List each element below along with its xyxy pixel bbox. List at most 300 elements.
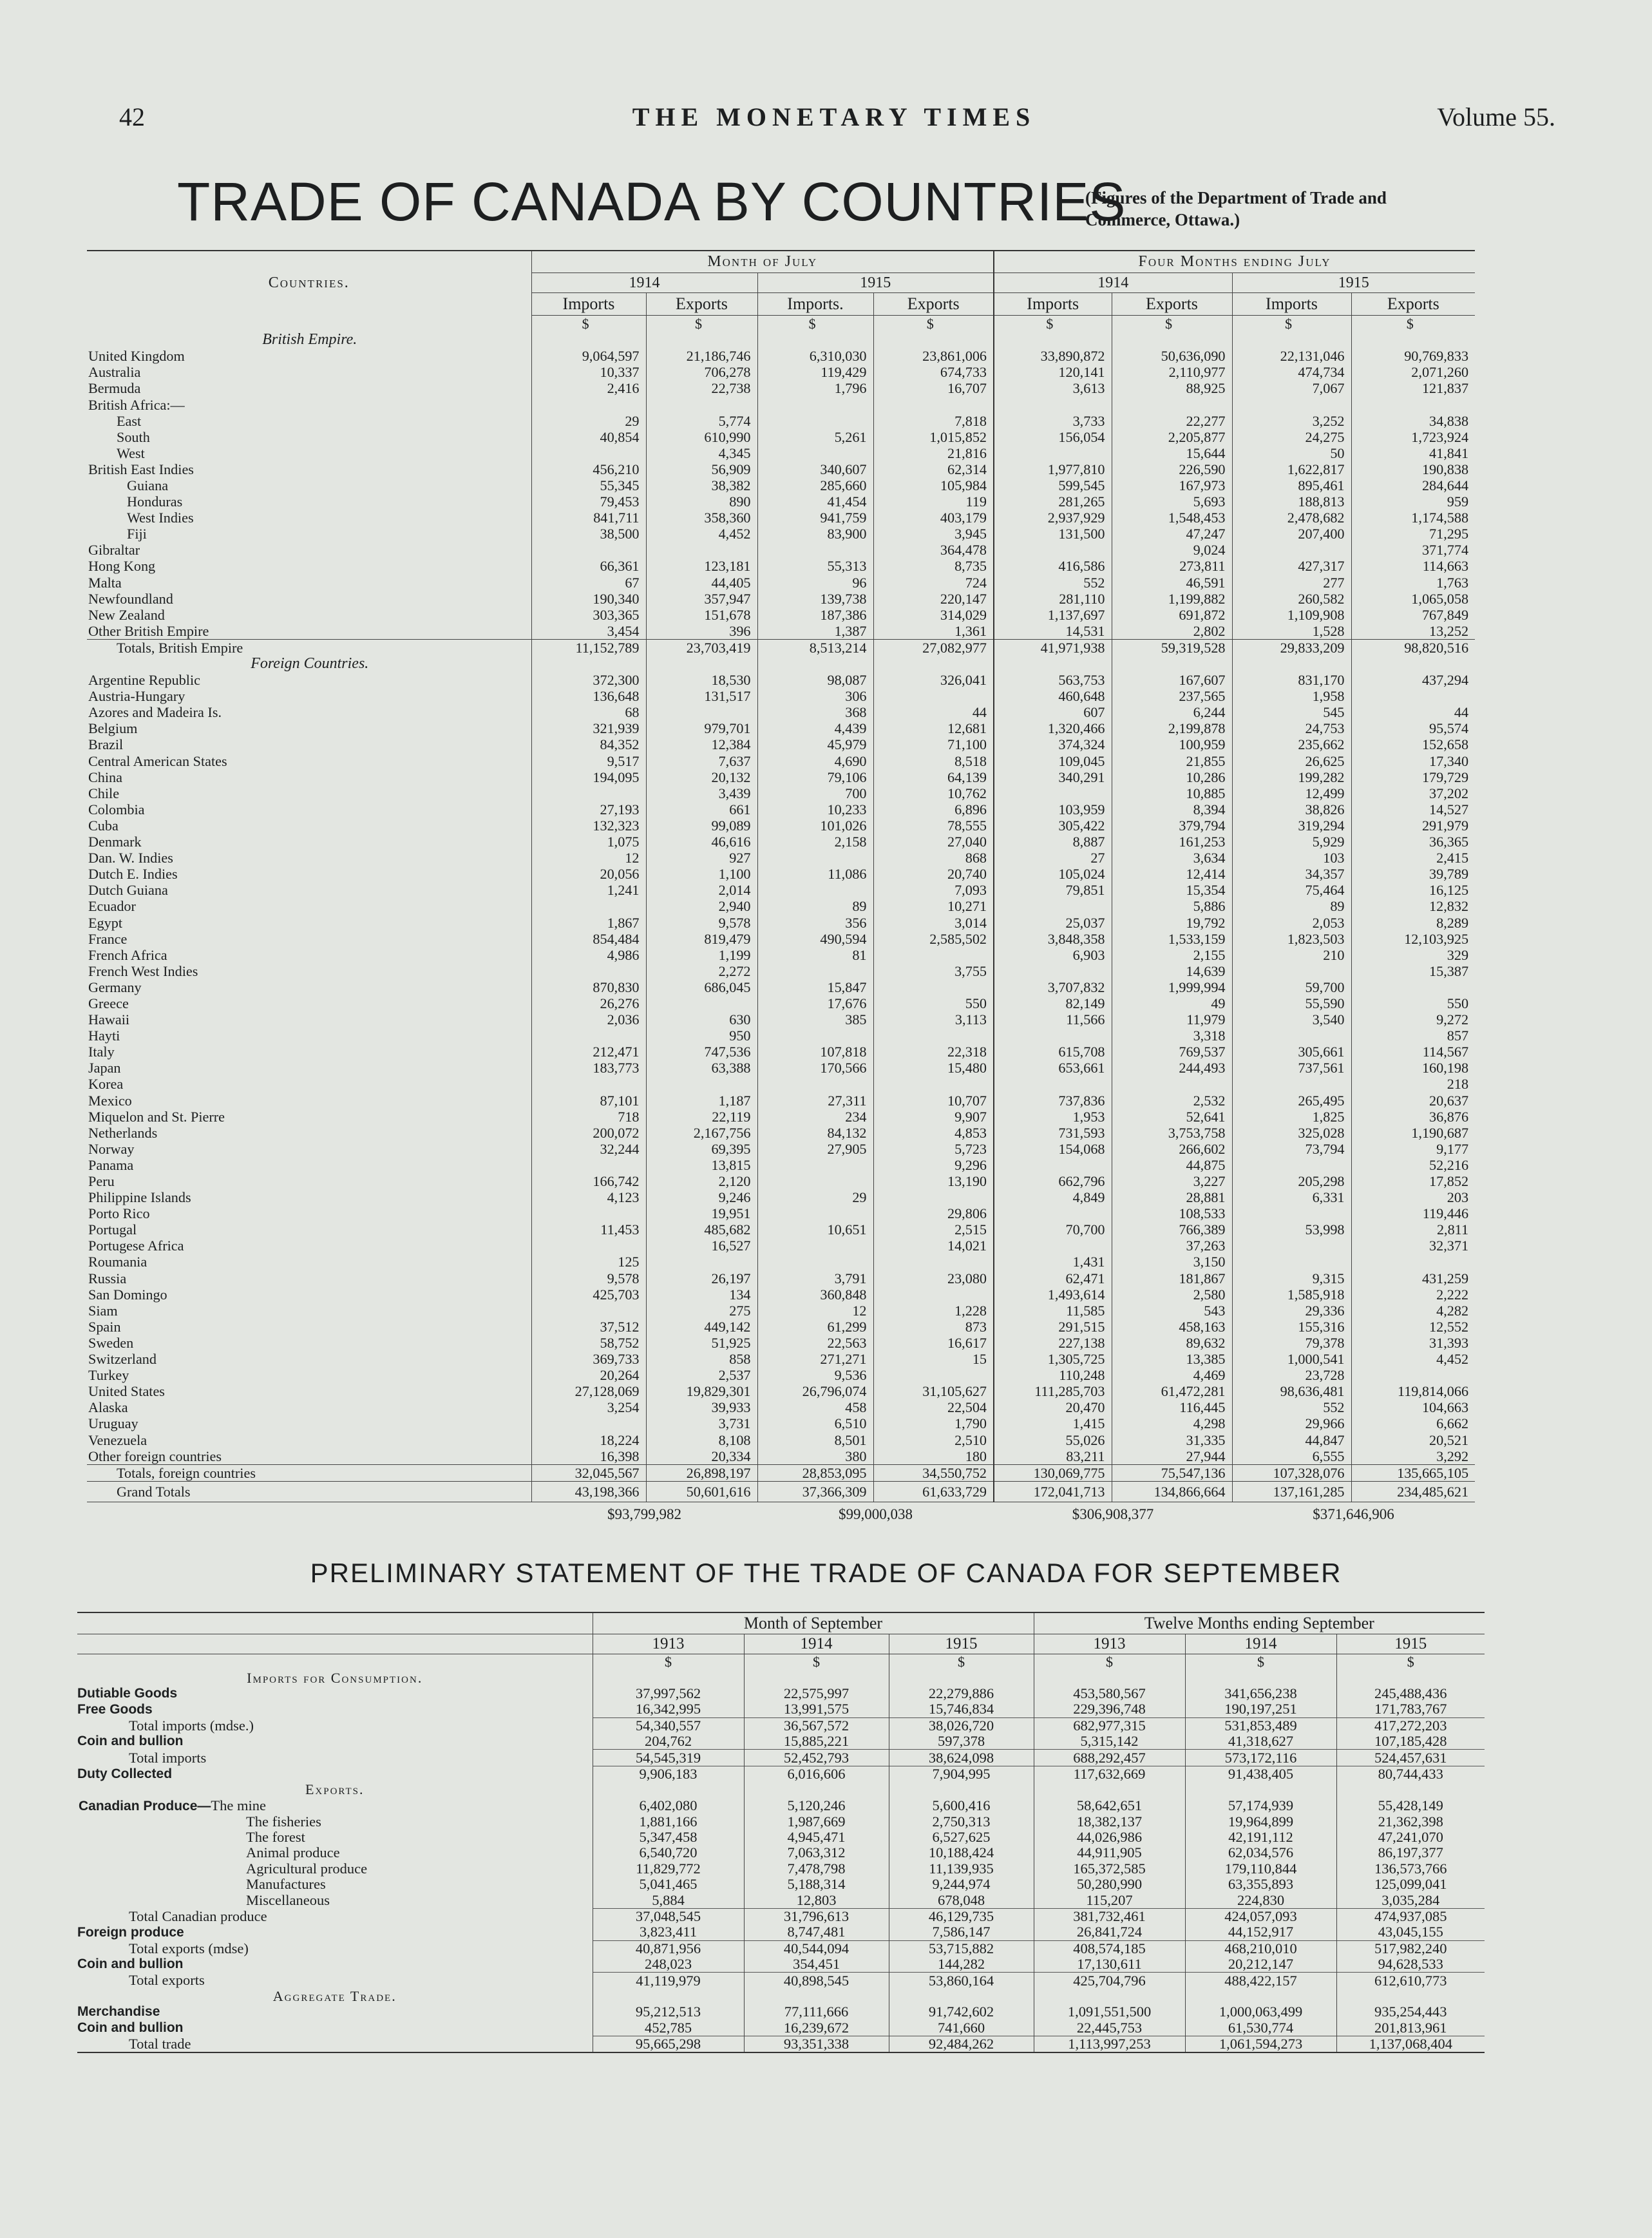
table-row <box>87 1238 1475 1254</box>
value-cell: 4,298 <box>1112 1415 1232 1431</box>
empty-cell <box>1336 1989 1485 2004</box>
value-cell: 3,035,284 <box>1336 1892 1485 1908</box>
row-label: Cuba <box>88 817 119 834</box>
value-cell: 84,352 <box>531 736 646 752</box>
value-cell: 1,987,669 <box>744 1814 889 1830</box>
main-title: TRADE OF CANADA BY COUNTRIES <box>177 171 1126 232</box>
value-cell: 1,190,687 <box>1351 1125 1475 1141</box>
value-cell: 686,045 <box>646 979 757 995</box>
value-cell: 737,561 <box>1232 1060 1351 1076</box>
value-cell <box>757 1076 873 1092</box>
trade-by-countries-table <box>87 250 1475 1527</box>
value-cell: 226,590 <box>1112 461 1232 477</box>
value-cell: 1,065,058 <box>1351 591 1475 607</box>
value-cell: 21,816 <box>873 445 994 461</box>
value-cell: 305,422 <box>994 818 1112 834</box>
value-cell: 248,023 <box>593 1956 744 1973</box>
value-cell <box>531 1028 646 1044</box>
table-row <box>77 2036 1485 2052</box>
value-cell: 2,222 <box>1351 1286 1475 1303</box>
value-cell: 890 <box>646 493 757 510</box>
value-cell: 36,365 <box>1351 834 1475 850</box>
currency-symbol: $ <box>744 1654 889 1670</box>
value-cell: 1,199 <box>646 947 757 963</box>
empty-cell <box>757 656 873 672</box>
value-cell: 425,704,796 <box>1034 1973 1185 1989</box>
value-cell: 37,263 <box>1112 1238 1232 1254</box>
value-cell: 1,867 <box>531 914 646 930</box>
value-cell <box>873 1367 994 1383</box>
value-cell: 20,637 <box>1351 1093 1475 1109</box>
value-cell: 131,500 <box>994 526 1112 542</box>
row-label: Colombia <box>88 801 145 818</box>
source-note: (Figures of the Department of Trade and Commerce, Ottawa.) <box>1085 188 1387 229</box>
row-label: Gibraltar <box>88 542 140 559</box>
value-cell: 1,958 <box>1232 688 1351 704</box>
value-cell: 9,578 <box>531 1270 646 1286</box>
value-cell: 3,613 <box>994 380 1112 396</box>
section-exports <box>77 1782 1485 1797</box>
value-cell: 10,286 <box>1112 769 1232 785</box>
value-cell: 517,982,240 <box>1336 1940 1485 1956</box>
row-label: Fiji <box>127 526 147 542</box>
value-cell: 9,517 <box>531 753 646 769</box>
row-label: Malta <box>88 574 122 591</box>
table-row <box>87 672 1475 688</box>
value-cell: 86,197,377 <box>1336 1845 1485 1860</box>
value-cell: 20,132 <box>646 769 757 785</box>
table-row <box>87 850 1475 866</box>
value-cell: 6,555 <box>1232 1448 1351 1465</box>
value-cell: 737,836 <box>994 1093 1112 1109</box>
value-cell: 22,445,753 <box>1034 2020 1185 2036</box>
value-cell: 119,814,066 <box>1351 1383 1475 1399</box>
value-cell: 26,197 <box>646 1270 757 1286</box>
value-cell: 7,637 <box>646 753 757 769</box>
section-british-empire <box>87 332 1475 348</box>
row-label: Venezuela <box>88 1431 147 1448</box>
value-cell: 132,323 <box>531 818 646 834</box>
table-row <box>77 1814 1485 1830</box>
value-cell: 22,504 <box>873 1399 994 1415</box>
value-cell: 15,847 <box>757 979 873 995</box>
value-cell <box>1351 1367 1475 1383</box>
value-cell: 20,334 <box>646 1448 757 1465</box>
value-cell <box>1232 963 1351 979</box>
empty-cell <box>593 1782 744 1797</box>
row-label: Brazil <box>88 736 124 753</box>
value-cell: 13,991,575 <box>744 1701 889 1717</box>
value-cell <box>531 785 646 801</box>
row-label: Total imports <box>129 1749 207 1766</box>
value-cell: 37,048,545 <box>593 1908 744 1924</box>
value-cell: 17,852 <box>1351 1173 1475 1189</box>
value-cell: 12 <box>531 850 646 866</box>
value-cell: 10,651 <box>757 1221 873 1238</box>
value-cell <box>873 979 994 995</box>
value-cell: 29 <box>757 1189 873 1205</box>
value-cell: 44,026,986 <box>1034 1830 1185 1845</box>
value-cell: 364,478 <box>873 542 994 558</box>
value-cell: 2,120 <box>646 1173 757 1189</box>
combined-total: $371,646,906 <box>1313 1506 1394 1523</box>
value-cell: 5,929 <box>1232 834 1351 850</box>
value-cell: 20,740 <box>873 866 994 882</box>
value-cell: 417,272,203 <box>1336 1717 1485 1734</box>
currency-symbol: $ <box>1351 316 1475 332</box>
value-cell: 130,069,775 <box>994 1464 1112 1481</box>
value-cell: 21,855 <box>1112 753 1232 769</box>
value-cell: 3,540 <box>1232 1011 1351 1028</box>
value-cell: 662,796 <box>994 1173 1112 1189</box>
section-aggregate <box>77 1989 1485 2004</box>
value-cell: 167,973 <box>1112 477 1232 493</box>
value-cell: 1,825 <box>1232 1109 1351 1125</box>
value-cell <box>994 963 1112 979</box>
value-cell: 6,331 <box>1232 1189 1351 1205</box>
value-cell <box>757 396 873 412</box>
row-label: Dutch E. Indies <box>88 866 178 883</box>
value-cell: 7,478,798 <box>744 1861 889 1877</box>
value-cell: 747,536 <box>646 1044 757 1060</box>
value-cell: 10,337 <box>531 364 646 380</box>
table-row <box>87 963 1475 979</box>
value-cell <box>1232 1254 1351 1270</box>
value-cell: 1,881,166 <box>593 1814 744 1830</box>
value-cell: 857 <box>1351 1028 1475 1044</box>
month-of-july-header: Month of July <box>531 251 994 273</box>
value-cell: 4,690 <box>757 753 873 769</box>
value-cell: 6,244 <box>1112 704 1232 720</box>
value-cell: 340,291 <box>994 769 1112 785</box>
value-cell: 20,212,147 <box>1185 1956 1336 1973</box>
empty-cell <box>1185 1782 1336 1797</box>
row-label: West Indies <box>127 510 194 526</box>
value-cell: 22,575,997 <box>744 1686 889 1701</box>
value-cell: 161,253 <box>1112 834 1232 850</box>
value-cell: 2,036 <box>531 1011 646 1028</box>
table-row <box>87 834 1475 850</box>
value-cell <box>1232 396 1351 412</box>
value-cell: 136,573,766 <box>1336 1861 1485 1877</box>
value-cell: 5,261 <box>757 429 873 445</box>
total-row <box>87 639 1475 656</box>
row-label: Switzerland <box>88 1351 157 1368</box>
row-label: The fisheries <box>246 1813 321 1830</box>
value-cell <box>1232 1028 1351 1044</box>
value-cell: 1,174,588 <box>1351 510 1475 526</box>
currency-symbol: $ <box>1232 316 1351 332</box>
row-label: Total exports (mdse) <box>129 1940 249 1956</box>
value-cell: 26,898,197 <box>646 1464 757 1481</box>
value-cell: 20,470 <box>994 1399 1112 1415</box>
row-label: Bermuda <box>88 380 141 397</box>
row-label: Azores and Madeira Is. <box>88 704 222 721</box>
empty-cell <box>1112 656 1232 672</box>
september-statement-title: PRELIMINARY STATEMENT OF THE TRADE OF CANADA FOR SEPTEMBER <box>310 1558 1342 1588</box>
value-cell: 73,794 <box>1232 1141 1351 1157</box>
table-row <box>87 607 1475 623</box>
value-cell <box>757 1205 873 1221</box>
value-cell: 2,537 <box>646 1367 757 1383</box>
value-cell: 5,041,465 <box>593 1877 744 1892</box>
value-cell: 5,693 <box>1112 493 1232 510</box>
row-label: Dutch Guiana <box>88 882 168 899</box>
value-cell: 104,663 <box>1351 1399 1475 1415</box>
value-cell: 34,550,752 <box>873 1464 994 1481</box>
value-cell: 190,197,251 <box>1185 1701 1336 1717</box>
value-cell: 55,026 <box>994 1431 1112 1448</box>
value-cell: 5,774 <box>646 413 757 429</box>
row-label: Korea <box>88 1076 124 1093</box>
value-cell: 25,037 <box>994 914 1112 930</box>
value-cell <box>531 1303 646 1319</box>
currency-symbol: $ <box>889 1654 1034 1670</box>
value-cell: 13,815 <box>646 1157 757 1173</box>
value-cell: 831,170 <box>1232 672 1351 688</box>
value-cell: 38,500 <box>531 526 646 542</box>
value-cell <box>1351 688 1475 704</box>
table-row <box>87 364 1475 380</box>
value-cell <box>757 963 873 979</box>
value-cell: 14,527 <box>1351 801 1475 818</box>
empty-cell <box>994 332 1112 348</box>
value-cell: 1,431 <box>994 1254 1112 1270</box>
column-header: Exports <box>873 293 994 316</box>
value-cell: 212,471 <box>531 1044 646 1060</box>
table-row <box>87 1319 1475 1335</box>
table-row <box>87 348 1475 364</box>
value-cell <box>531 445 646 461</box>
value-cell: 165,372,585 <box>1034 1861 1185 1877</box>
value-cell: 1,548,453 <box>1112 510 1232 526</box>
value-cell: 431,259 <box>1351 1270 1475 1286</box>
value-cell: 3,292 <box>1351 1448 1475 1465</box>
value-cell <box>994 785 1112 801</box>
value-cell: 166,742 <box>531 1173 646 1189</box>
value-cell: 46,591 <box>1112 575 1232 591</box>
value-cell: 8,108 <box>646 1431 757 1448</box>
value-cell: 2,585,502 <box>873 931 994 947</box>
row-label: British Africa:— <box>88 396 185 413</box>
value-cell: 630 <box>646 1011 757 1028</box>
value-cell: 3,439 <box>646 785 757 801</box>
value-cell: 114,663 <box>1351 558 1475 574</box>
value-cell: 385 <box>757 1011 873 1028</box>
value-cell <box>1112 1076 1232 1092</box>
value-cell: 8,513,214 <box>757 639 873 656</box>
row-label: Free Goods <box>77 1701 153 1717</box>
value-cell: 1,790 <box>873 1415 994 1431</box>
table-row <box>87 736 1475 752</box>
table-row <box>77 1892 1485 1908</box>
table-row <box>87 914 1475 930</box>
value-cell: 895,461 <box>1232 477 1351 493</box>
row-label: Newfoundland <box>88 590 173 607</box>
value-cell: 42,191,112 <box>1185 1830 1336 1845</box>
value-cell: 22,563 <box>757 1335 873 1351</box>
value-cell: 1,361 <box>873 623 994 640</box>
value-cell: 2,071,260 <box>1351 364 1475 380</box>
row-label: Hawaii <box>88 1011 130 1028</box>
value-cell: 52,452,793 <box>744 1750 889 1766</box>
value-cell: 55,313 <box>757 558 873 574</box>
value-cell: 19,951 <box>646 1205 757 1221</box>
column-header: Imports <box>1232 293 1351 316</box>
value-cell: 95,574 <box>1351 720 1475 736</box>
value-cell: 61,299 <box>757 1319 873 1335</box>
value-cell: 12,414 <box>1112 866 1232 882</box>
value-cell: 152,658 <box>1351 736 1475 752</box>
value-cell: 15,354 <box>1112 882 1232 898</box>
row-label: Totals, British Empire <box>87 639 531 656</box>
empty-cell <box>1034 1782 1185 1797</box>
value-cell <box>873 1076 994 1092</box>
value-cell: 341,656,238 <box>1185 1686 1336 1701</box>
value-cell: 15 <box>873 1351 994 1367</box>
value-cell <box>757 882 873 898</box>
value-cell: 49 <box>1112 995 1232 1011</box>
row-label: Other British Empire <box>88 622 209 639</box>
value-cell: 868 <box>873 850 994 866</box>
value-cell: 183,773 <box>531 1060 646 1076</box>
table-row <box>77 1940 1485 1956</box>
value-cell: 89,632 <box>1112 1335 1232 1351</box>
table-row <box>77 1924 1485 1940</box>
value-cell: 69,395 <box>646 1141 757 1157</box>
value-cell: 20,521 <box>1351 1431 1475 1448</box>
value-cell: 424,057,093 <box>1185 1908 1336 1924</box>
value-cell: 17,340 <box>1351 753 1475 769</box>
value-cell: 179,110,844 <box>1185 1861 1336 1877</box>
value-cell: 766,389 <box>1112 1221 1232 1238</box>
value-cell: 368 <box>757 704 873 720</box>
year-header: 1915 <box>1336 1634 1485 1654</box>
row-label: San Domingo <box>88 1286 167 1303</box>
value-cell: 84,132 <box>757 1125 873 1141</box>
currency-symbol: $ <box>1112 316 1232 332</box>
value-cell: 314,029 <box>873 607 994 623</box>
value-cell <box>873 396 994 412</box>
year-header: 1914 <box>994 273 1232 293</box>
table-row <box>87 753 1475 769</box>
value-cell: 612,610,773 <box>1336 1973 1485 1989</box>
value-cell: 607 <box>994 704 1112 720</box>
value-cell: 110,248 <box>994 1367 1112 1383</box>
row-label: United Kingdom <box>88 348 185 365</box>
empty-cell <box>889 1782 1034 1797</box>
value-cell: 134,866,664 <box>1112 1481 1232 1502</box>
table-row <box>87 1415 1475 1431</box>
value-cell: 44,911,905 <box>1034 1845 1185 1860</box>
value-cell: 358,360 <box>646 510 757 526</box>
value-cell: 691,872 <box>1112 607 1232 623</box>
value-cell: 10,233 <box>757 801 873 818</box>
value-cell <box>531 1205 646 1221</box>
value-cell: 46,616 <box>646 834 757 850</box>
table-row <box>87 1335 1475 1351</box>
value-cell: 1,999,994 <box>1112 979 1232 995</box>
value-cell: 32,371 <box>1351 1238 1475 1254</box>
value-cell: 819,479 <box>646 931 757 947</box>
value-cell <box>873 1189 994 1205</box>
value-cell <box>873 1286 994 1303</box>
value-cell: 3,848,358 <box>994 931 1112 947</box>
value-cell: 61,530,774 <box>1185 2020 1336 2036</box>
section-imports <box>77 1670 1485 1685</box>
value-cell: 224,830 <box>1185 1892 1336 1908</box>
value-cell: 75,464 <box>1232 882 1351 898</box>
row-label: Total imports (mdse.) <box>129 1717 254 1734</box>
value-cell: 3,753,758 <box>1112 1125 1232 1141</box>
row-label: Philippine Islands <box>88 1189 191 1206</box>
value-cell: 14,639 <box>1112 963 1232 979</box>
value-cell: 105,024 <box>994 866 1112 882</box>
value-cell: 38,624,098 <box>889 1750 1034 1766</box>
table-row <box>77 1798 1485 1814</box>
value-cell: 234,485,621 <box>1351 1481 1475 1502</box>
table-row <box>87 461 1475 477</box>
column-header: Imports <box>994 293 1112 316</box>
value-cell: 18,224 <box>531 1431 646 1448</box>
value-cell: 107,185,428 <box>1336 1734 1485 1750</box>
row-label: Peru <box>88 1173 115 1190</box>
value-cell: 53,860,164 <box>889 1973 1034 1989</box>
table-row <box>87 413 1475 429</box>
value-cell <box>757 1173 873 1189</box>
value-cell: 45,979 <box>757 736 873 752</box>
value-cell: 458 <box>757 1399 873 1415</box>
row-label: Roumania <box>88 1254 147 1270</box>
value-cell: 78,555 <box>873 818 994 834</box>
value-cell: 66,361 <box>531 558 646 574</box>
value-cell: 188,813 <box>1232 493 1351 510</box>
empty-cell <box>873 656 994 672</box>
value-cell: 15,480 <box>873 1060 994 1076</box>
value-cell: 64,139 <box>873 769 994 785</box>
value-cell: 13,190 <box>873 1173 994 1189</box>
value-cell: 485,682 <box>646 1221 757 1238</box>
row-label: Ecuador <box>88 898 136 915</box>
table-row <box>87 866 1475 882</box>
empty-cell <box>889 1670 1034 1685</box>
value-cell: 19,829,301 <box>646 1383 757 1399</box>
currency-symbol: $ <box>1034 1654 1185 1670</box>
row-label: Total exports <box>129 1972 205 1989</box>
value-cell: 229,396,748 <box>1034 1701 1185 1717</box>
value-cell: 100,959 <box>1112 736 1232 752</box>
table-row <box>87 575 1475 591</box>
value-cell: 474,734 <box>1232 364 1351 380</box>
value-cell: 47,247 <box>1112 526 1232 542</box>
value-cell: 2,515 <box>873 1221 994 1238</box>
value-cell: 20,264 <box>531 1367 646 1383</box>
value-cell: 22,131,046 <box>1232 348 1351 364</box>
value-cell: 116,445 <box>1112 1399 1232 1415</box>
table-row <box>87 818 1475 834</box>
row-label: Denmark <box>88 834 142 850</box>
value-cell: 456,210 <box>531 461 646 477</box>
table-row <box>87 396 1475 412</box>
value-cell: 1,415 <box>994 1415 1112 1431</box>
value-cell: 8,887 <box>994 834 1112 850</box>
september-trade-table <box>77 1612 1485 2053</box>
value-cell: 57,174,939 <box>1185 1798 1336 1814</box>
value-cell: 27,082,977 <box>873 639 994 656</box>
value-cell: 281,265 <box>994 493 1112 510</box>
value-cell: 10,188,424 <box>889 1845 1034 1860</box>
value-cell: 61,472,281 <box>1112 1383 1232 1399</box>
